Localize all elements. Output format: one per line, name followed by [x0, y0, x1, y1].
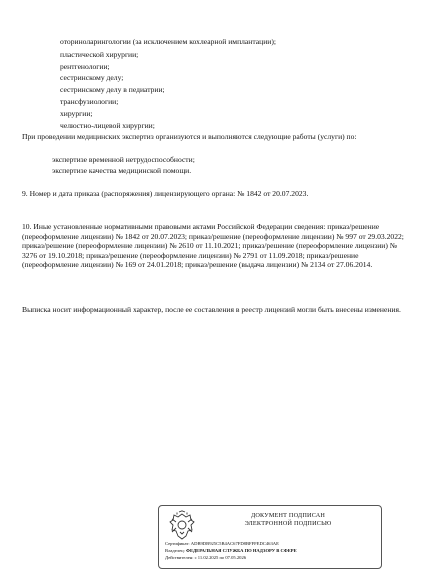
- section-10: 10. Иные установленные нормативными правовыми актами Российской Федерации сведения: приказ/решение (переоформление лицензии) № 1842 от 20.07.2023; приказ/решение (переоформление лицензии) № 997 от 29.03.2022; приказ/решение (переоформление лицензии) № 2610 от 11.10.2021; приказ/решение (переоформление лицензии) № 3276 от 19.10.2018; приказ/решение (переоформление лицензии) № 2791 от 11.09.2018; приказ/решение (переоформление лицензии) № 169 от 24.01.2018; приказ/решение (выдача лицензии) № 2134 от 27.06.2014.: [22, 222, 404, 269]
- electronic-signature-stamp: [158, 505, 382, 569]
- list-item: трансфузиологии;: [60, 97, 119, 106]
- list-item: оториноларингологии (за исключением кохлеарной имплантации);: [60, 37, 276, 46]
- expertise-intro: При проведении медицинских экспертиз организуются и выполняются следующие работы (услуги) по:: [22, 132, 357, 141]
- stamp-title-line1: ДОКУМЕНТ ПОДПИСАН: [250, 512, 326, 519]
- list-item: сестринскому делу;: [60, 73, 124, 82]
- list-item: рентгенологии;: [60, 62, 110, 71]
- list-item: пластической хирургии;: [60, 50, 139, 59]
- stamp-owner-value: ФЕДЕРАЛЬНАЯ СЛУЖБА ПО НАДЗОРУ В СФЕРЕ: [186, 548, 297, 553]
- coat-of-arms-icon: [167, 510, 197, 542]
- footer-note: Выписка носит информационный характер, после ее составления в реестр лицензий могли быть внесены изменения.: [22, 305, 401, 314]
- stamp-validity: Действителен: с 11.02.2025 по 07.05.2026: [165, 555, 247, 560]
- section-9: 9. Номер и дата приказа (распоряжения) лицензирующего органа: № 1842 от 20.07.2023.: [22, 189, 309, 198]
- list-item: сестринскому делу в педиатрии;: [60, 85, 165, 94]
- stamp-owner-prefix: Владелец:: [165, 548, 186, 553]
- expertise-item: экспертизе временной нетрудоспособности;: [52, 155, 195, 164]
- expertise-item: экспертизе качества медицинской помощи.: [52, 166, 192, 175]
- list-item: челюстно-лицевой хирургии;: [60, 121, 155, 130]
- stamp-certificate: Сертификат: ADB9DB925C5B4AC67FD8BFFFEDC463AE: [165, 541, 279, 546]
- list-item: хирургии;: [60, 109, 93, 118]
- stamp-title-line2: ЭЛЕКТРОННОЙ ПОДПИСЬЮ: [244, 520, 332, 527]
- stamp-owner: [165, 548, 297, 554]
